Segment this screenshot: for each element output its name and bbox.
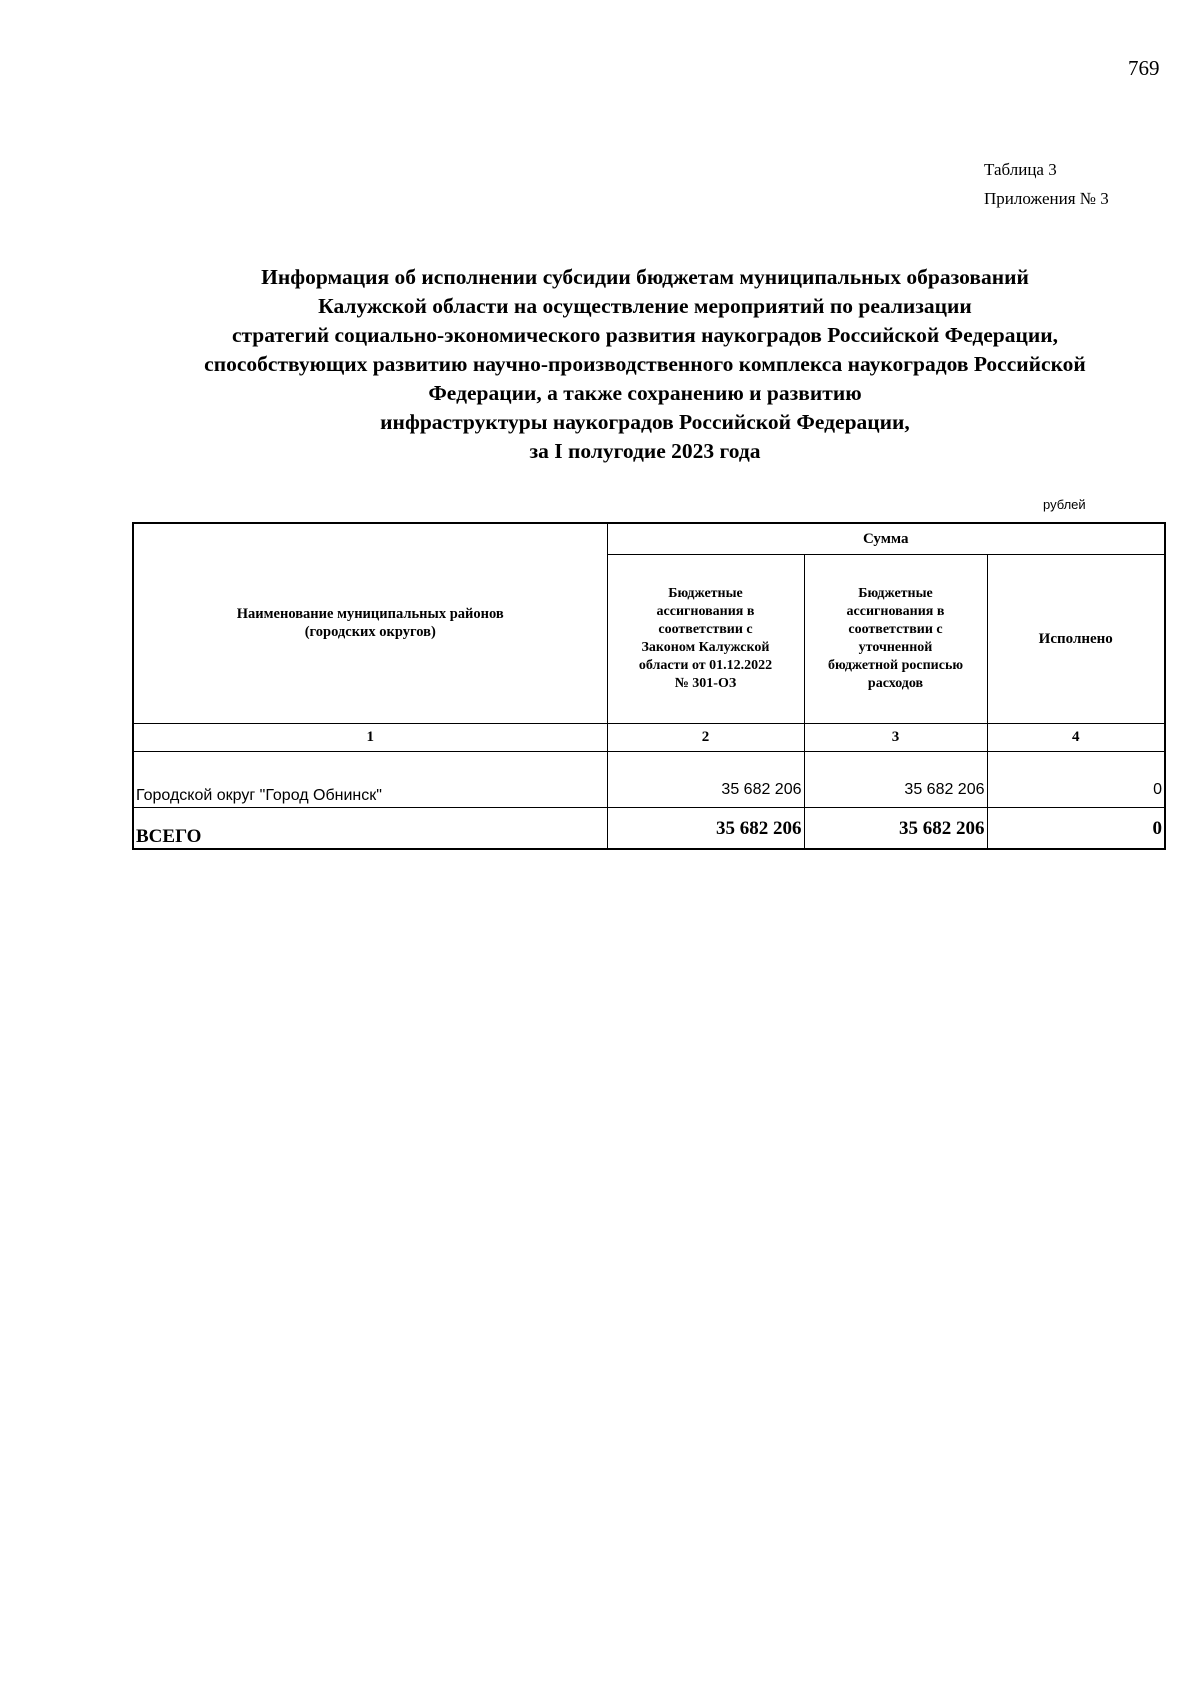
units-label: рублей [1043, 497, 1086, 512]
header-name-column [133, 523, 607, 723]
row-executed: 0 [987, 751, 1165, 807]
appendix-label: Приложения № 3 [984, 189, 1109, 208]
header-line: Бюджетные [858, 585, 933, 601]
subsidy-table [132, 522, 1166, 850]
header-line: № 301-ОЗ [674, 675, 737, 691]
header-line: соответствии с [848, 621, 943, 637]
header-line: Законом Калужской [641, 639, 770, 655]
header-line: области от 01.12.2022 [638, 657, 773, 673]
header-line: уточненной [858, 639, 933, 655]
title-line: за I полугодие 2023 года [529, 439, 761, 463]
total-name: ВСЕГО [133, 807, 607, 849]
column-number: 4 [987, 723, 1165, 751]
header-line: ассигнования в [656, 603, 755, 619]
row-name: Городской округ "Город Обнинск" [133, 751, 607, 807]
title-line: Калужской области на осуществление мероприятий по реализации [318, 294, 972, 318]
header-name-line: Наименование муниципальных районов [236, 606, 504, 623]
header-executed: Исполнено [987, 554, 1165, 723]
column-number: 2 [607, 723, 804, 751]
column-number: 1 [133, 723, 607, 751]
header-law-allocations [607, 554, 804, 723]
header-line: Бюджетные [668, 585, 743, 601]
header-line: ассигнования в [846, 603, 945, 619]
table-row [133, 751, 1165, 807]
header-refined-allocations [804, 554, 987, 723]
title-line: стратегий социально-экономического развития наукоградов Российской Федерации, [231, 323, 1059, 347]
appendix-reference [984, 155, 1109, 213]
header-name-line: (городских округов) [304, 624, 436, 641]
header-line: расходов [867, 675, 924, 691]
header-line: бюджетной росписью [827, 657, 964, 673]
row-refined-allocations: 35 682 206 [804, 751, 987, 807]
header-line: соответствии с [658, 621, 753, 637]
page-number: 769 [1128, 56, 1160, 80]
header-sum-group: Сумма [607, 523, 1165, 554]
total-refined-allocations: 35 682 206 [804, 807, 987, 849]
document-title [120, 263, 1170, 466]
title-line: инфраструктуры наукоградов Российской Федерации, [380, 410, 910, 434]
total-law-allocations: 35 682 206 [607, 807, 804, 849]
row-law-allocations: 35 682 206 [607, 751, 804, 807]
title-line: Информация об исполнении субсидии бюджетам муниципальных образований [261, 265, 1029, 289]
title-line: Федерации, а также сохранению и развитию [428, 381, 862, 405]
column-number: 3 [804, 723, 987, 751]
total-row [133, 807, 1165, 849]
table-label: Таблица 3 [984, 160, 1057, 179]
total-executed: 0 [987, 807, 1165, 849]
title-line: способствующих развитию научно-производственного комплекса наукоградов Российской [204, 352, 1086, 376]
